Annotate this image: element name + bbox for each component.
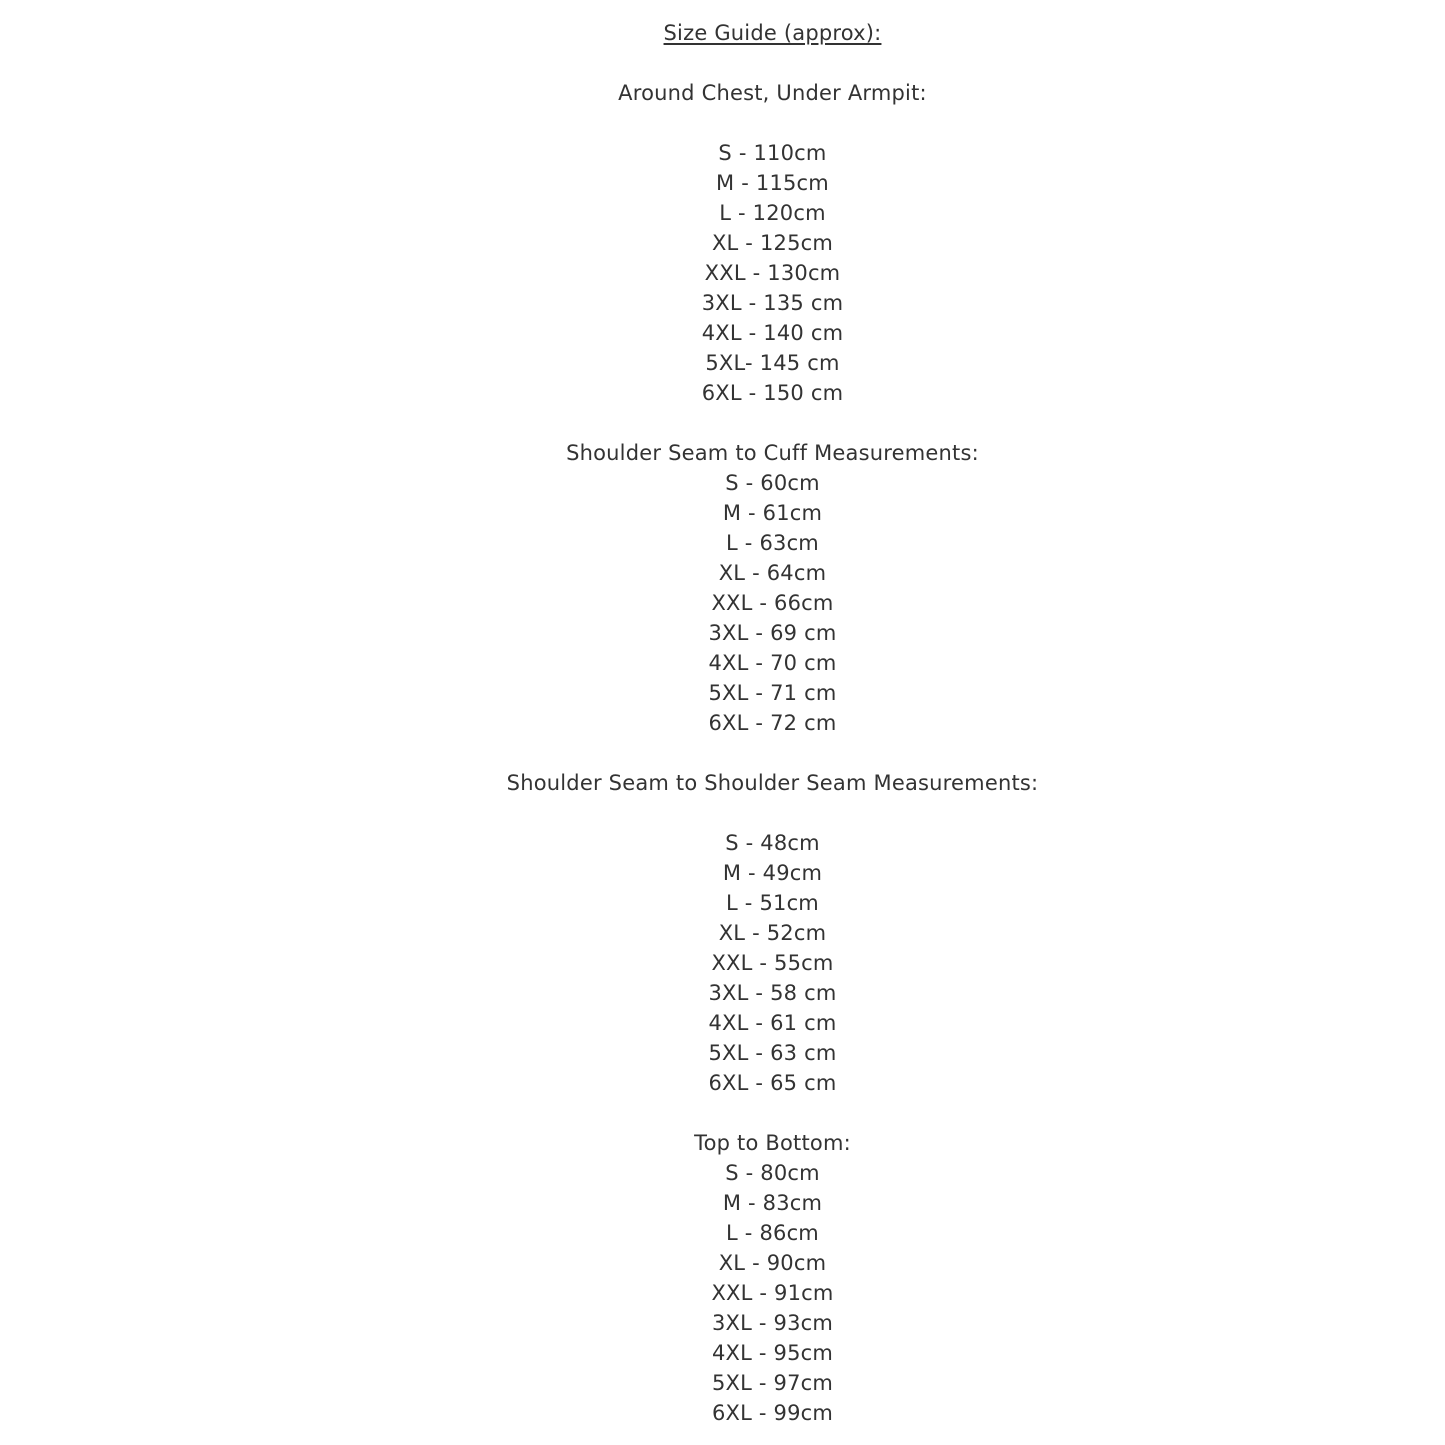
size-item: 4XL - 70 cm [708, 651, 837, 675]
size-section [50, 768, 1445, 1098]
section-heading: Around Chest, Under Armpit: [618, 81, 927, 105]
size-item: XL - 52cm [718, 921, 827, 945]
size-item: XL - 64cm [718, 561, 827, 585]
section-heading: Top to Bottom: [694, 1131, 851, 1155]
size-item: M - 115cm [716, 171, 829, 195]
size-section [50, 78, 1445, 408]
size-item: XL - 125cm [711, 231, 834, 255]
size-item: S - 110cm [718, 141, 827, 165]
size-item: 4XL - 140 cm [701, 321, 844, 345]
size-item: XXL - 55cm [711, 951, 834, 975]
size-guide-document [50, 0, 1445, 1428]
size-section [50, 438, 1445, 738]
size-item: S - 80cm [725, 1161, 820, 1185]
size-item: 6XL - 99cm [711, 1401, 834, 1425]
size-item: 6XL - 72 cm [708, 711, 837, 735]
sections-container [50, 78, 1445, 1428]
size-item: M - 61cm [722, 501, 823, 525]
section-heading: Shoulder Seam to Shoulder Seam Measurements: [506, 771, 1039, 795]
size-item: 3XL - 135 cm [701, 291, 844, 315]
size-item: L - 51cm [726, 891, 819, 915]
size-item: 6XL - 150 cm [701, 381, 844, 405]
size-item: M - 83cm [722, 1191, 823, 1215]
size-item: M - 49cm [722, 861, 823, 885]
size-item: 3XL - 58 cm [708, 981, 837, 1005]
size-item: 4XL - 95cm [711, 1341, 834, 1365]
size-item: 3XL - 69 cm [708, 621, 837, 645]
size-item: 5XL - 97cm [711, 1371, 834, 1395]
size-section [50, 1128, 1445, 1428]
size-item: XXL - 66cm [711, 591, 834, 615]
size-item: L - 120cm [719, 201, 826, 225]
size-item: 3XL - 93cm [711, 1311, 834, 1335]
page-title: Size Guide (approx): [663, 21, 882, 45]
size-item: L - 86cm [726, 1221, 819, 1245]
size-item: 5XL - 71 cm [708, 681, 837, 705]
size-item: XXL - 91cm [711, 1281, 834, 1305]
size-item: 4XL - 61 cm [708, 1011, 837, 1035]
size-item: 5XL- 145 cm [705, 351, 840, 375]
section-heading: Shoulder Seam to Cuff Measurements: [566, 441, 979, 465]
size-item: XL - 90cm [718, 1251, 827, 1275]
size-item: S - 48cm [725, 831, 820, 855]
size-item: 5XL - 63 cm [708, 1041, 837, 1065]
size-item: S - 60cm [725, 471, 820, 495]
size-item: L - 63cm [726, 531, 819, 555]
size-item: 6XL - 65 cm [708, 1071, 837, 1095]
size-item: XXL - 130cm [704, 261, 841, 285]
